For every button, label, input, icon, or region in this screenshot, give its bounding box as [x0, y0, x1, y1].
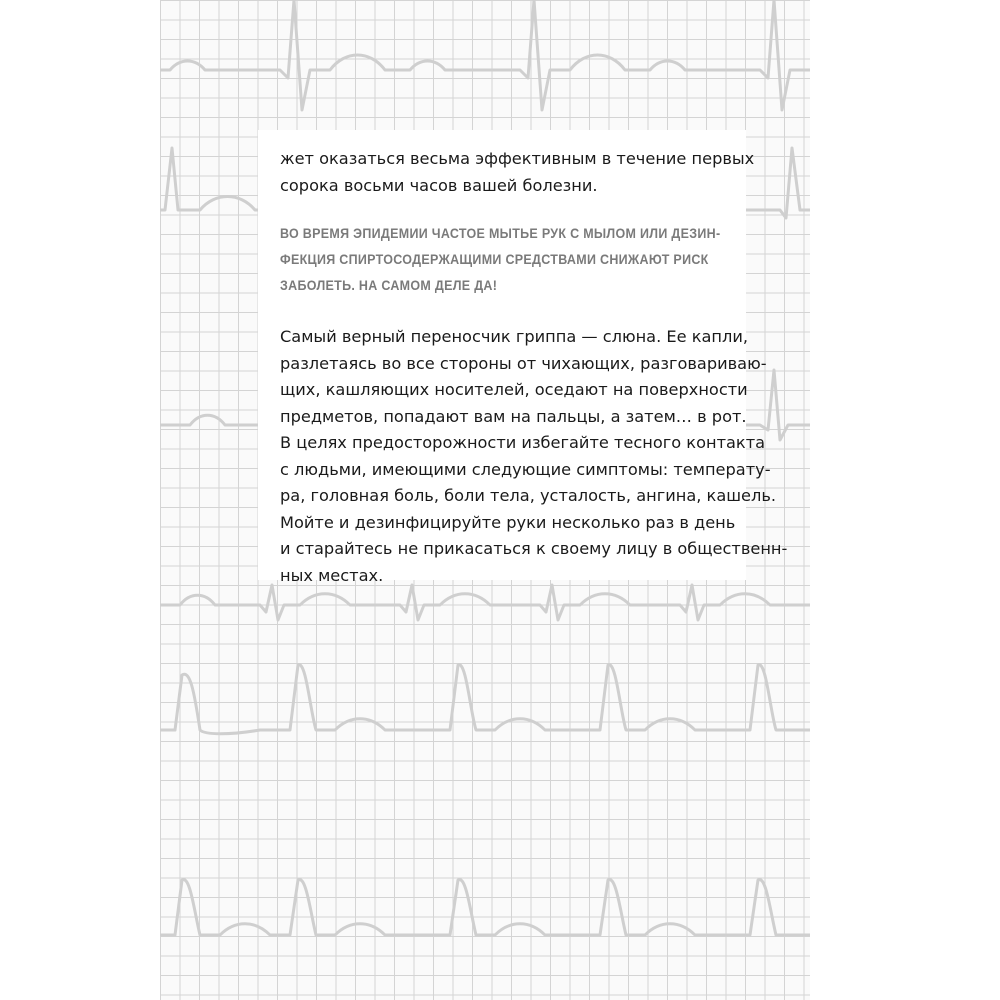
text-line: ра, головная боль, боли тела, усталость, ангина, кашель. — [280, 486, 777, 505]
text-line: В целях предосторожности избегайте тесного контакта — [280, 433, 766, 452]
text-line: Мойте и дезинфицируйте руки несколько раз в день — [280, 512, 736, 532]
text-line: сорока восьми часов вашей болезни. — [280, 175, 598, 195]
text-content — [280, 146, 788, 589]
highlight-statement — [280, 221, 731, 299]
text-line: Самый верный переносчик гриппа — слюна. Ее капли, — [280, 327, 749, 346]
ecg-trace-6 — [160, 850, 810, 1000]
text-line: ных местах. — [280, 565, 384, 585]
highlight-line: ВО ВРЕМЯ ЭПИДЕМИИ ЧАСТОЕ МЫТЬЕ РУК С МЫЛОМ ИЛИ ДЕЗИН- — [280, 226, 721, 242]
highlight-line: ЗАБОЛЕТЬ. НА САМОМ ДЕЛЕ ДА! — [280, 278, 498, 294]
text-line: разлетаясь во все стороны от чихающих, разговариваю- — [280, 353, 767, 373]
paragraph-body — [280, 324, 788, 589]
text-line: с людьми, имеющими следующие симптомы: температу- — [280, 459, 771, 479]
paragraph-continuation — [280, 146, 755, 199]
text-line: щих, кашляющих носителей, оседают на поверхности — [280, 380, 748, 399]
text-line: предметов, попадают вам на пальцы, а затем… в рот. — [280, 406, 747, 426]
highlight-line: ФЕКЦИЯ СПИРТОСОДЕРЖАЩИМИ СРЕДСТВАМИ СНИЖАЮТ РИСК — [280, 252, 709, 268]
text-line: и старайтесь не прикасаться к своему лицу в общественн- — [280, 539, 788, 558]
text-line: жет оказаться весьма эффективным в течение первых — [280, 149, 755, 168]
text-panel — [258, 130, 788, 585]
